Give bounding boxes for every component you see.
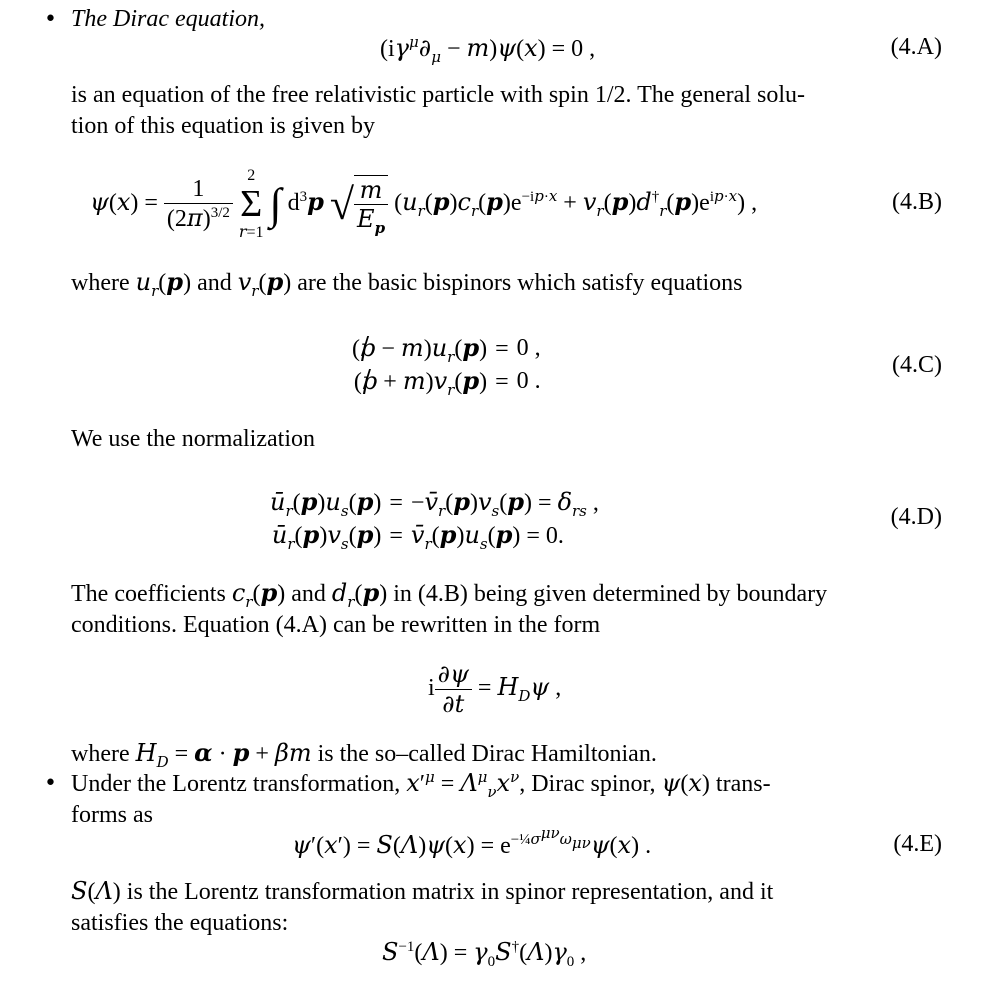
eq-number-4E: (4.E) [893,831,942,857]
equation-4D: $ū_r(p)u_s(p)$ = $-v̄_r(p)v_s(p) = \delta_{rs}$ , $ū_r(p)v_s(p)$ = $v̄_r(p)u_s(p) = 0$. [270,487,599,553]
equation-s-inverse: $S^{-1}(\Lambda) = \gamma_0S^\dagger(\Lambda)\gamma_0$ , [382,938,587,970]
equation-4C: (p / − $m)u_r(p)$ = 0 , (p / + $m)v_r(p)$ = 0 . [352,333,541,399]
dirac-intro: The Dirac equation, [71,6,265,32]
equation-schrodinger-form: i $\frac{\partial\psi}{\partial t}$ = $H_D\psi$ , [428,660,562,718]
equation-4E: $\psi'(x') = S(\Lambda)\psi(x) = e^{-\frac{1}{4}\sigma^{\mu\nu}\omega_{\mu\nu}}\psi(x)$ . [292,824,652,859]
eq-number-4A: (4.A) [890,34,942,60]
bullet-1: • [44,7,57,32]
bullet-2: • [44,771,57,796]
equation-4B: ψ(x) = $\frac{1}{(2\pi)^{3/2}}$ 2 Σ r=1 ∫ $d^3p$ √ $\frac{m}{E_p}$ $(u_r(p)c_r(p)e^{-ip\cdot x} + v_r(p)d^\dagger_r(p)e^{ip\cdot x})$ , [90,167,758,241]
paragraph-1: is an equation of the free relativistic particle with spin 1/2. The general solu- tion of this equation is given by [71,82,805,139]
paragraph-s-lambda: S(Λ) is the Lorentz transformation matrix in spinor representation, and it satisfies the equations: [71,877,774,936]
paragraph-5: where $H_D = \alpha \cdot p + \beta m$ is the so–called Dirac Hamiltonian. [71,738,657,771]
equation-4A: $(i\gamma^\mu\partial_\mu - m)\psi(x) = 0$ , [380,33,596,66]
paragraph-3: We use the normalization [71,426,315,452]
eq-number-4B: (4.B) [892,189,942,215]
paragraph-2: where $u_r(p)$ and $v_r(p)$ are the basic bispinors which satisfy equations [71,267,743,300]
eq-number-4D: (4.D) [890,504,942,530]
lorentz-paragraph: Under the Lorentz transformation, $x'^\mu = \Lambda^\mu_\nu x^\nu$, Dirac spinor, ψ(x) trans- forms as [71,768,771,828]
paragraph-4: The coefficients $c_r(p)$ and $d_r(p)$ in (4.B) being given determined by boundary conditions. Equation (4.A) can be rewritten in the form [71,578,828,638]
eq-number-4C: (4.C) [892,352,942,378]
